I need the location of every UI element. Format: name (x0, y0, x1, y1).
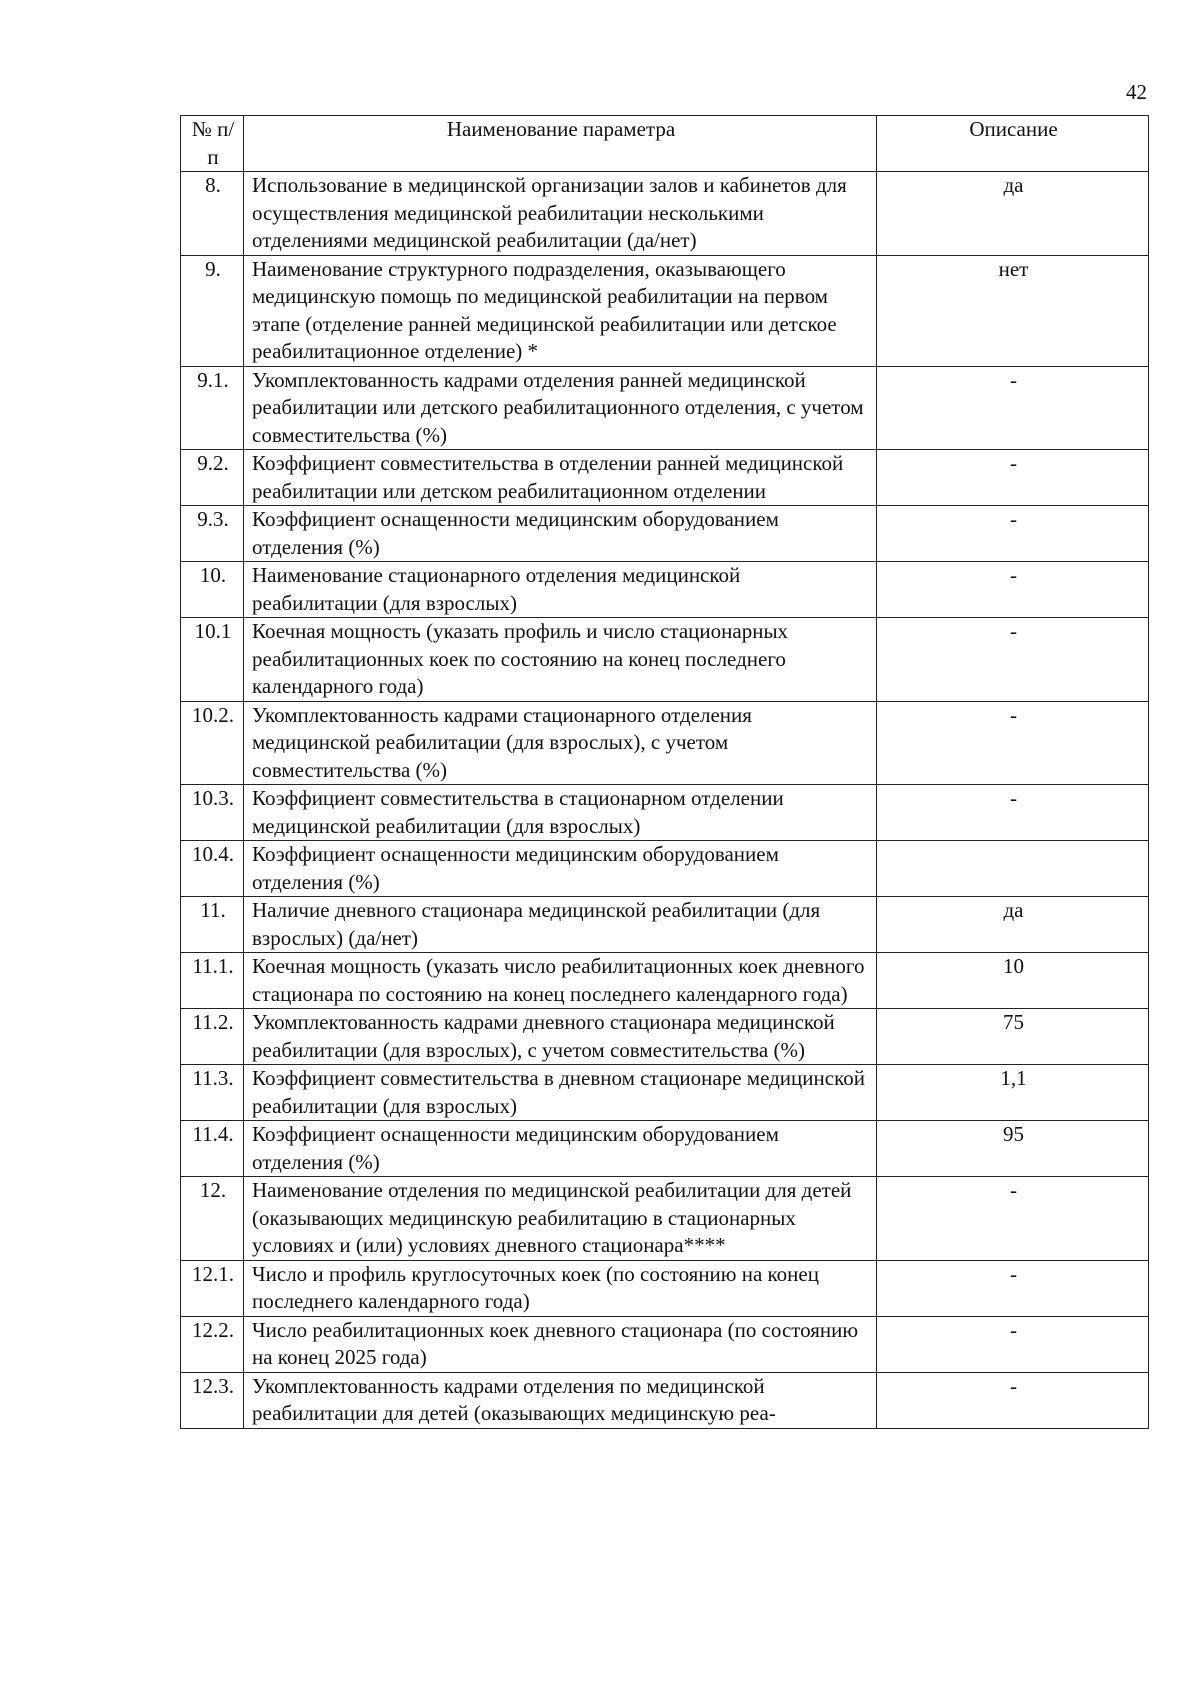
table-row (181, 618, 1149, 702)
row-description: - (877, 366, 1149, 450)
row-description: - (877, 1316, 1149, 1372)
row-parameter-name: Коэффициент оснащенности медицинским оборудованием отделения (%) (244, 841, 877, 897)
row-number: 8. (181, 172, 244, 256)
table-row (181, 785, 1149, 841)
row-description: - (877, 1372, 1149, 1428)
table-header-row (181, 116, 1149, 172)
row-number: 11.2. (181, 1009, 244, 1065)
row-parameter-name: Число и профиль круглосуточных коек (по состоянию на конец последнего календарного года) (244, 1260, 877, 1316)
table-row (181, 1121, 1149, 1177)
table-row (181, 255, 1149, 366)
row-description: - (877, 562, 1149, 618)
header-description: Описание (877, 116, 1149, 172)
row-description: 1,1 (877, 1065, 1149, 1121)
row-number: 12.3. (181, 1372, 244, 1428)
row-description (877, 841, 1149, 897)
row-number: 9. (181, 255, 244, 366)
row-number: 11.1. (181, 953, 244, 1009)
row-parameter-name: Коечная мощность (указать число реабилитационных коек дневного стационара по состоянию на конец последнего календарного года) (244, 953, 877, 1009)
row-number: 9.1. (181, 366, 244, 450)
table-row (181, 172, 1149, 256)
table-row (181, 1316, 1149, 1372)
row-number: 10.3. (181, 785, 244, 841)
row-number: 10. (181, 562, 244, 618)
row-number: 10.1 (181, 618, 244, 702)
table-row (181, 1065, 1149, 1121)
row-parameter-name: Число реабилитационных коек дневного стационара (по состоянию на конец 2025 года) (244, 1316, 877, 1372)
row-parameter-name: Укомплектованность кадрами дневного стационара медицинской реабилитации (для взрослых), с учетом совместительства (%) (244, 1009, 877, 1065)
row-description: да (877, 172, 1149, 256)
table-row (181, 562, 1149, 618)
table-row (181, 1177, 1149, 1261)
row-parameter-name: Наименование отделения по медицинской реабилитации для детей (оказывающих медицинскую реабилитацию в стационарных условиях и (или) условиях дневного стационара**** (244, 1177, 877, 1261)
table-row (181, 1009, 1149, 1065)
row-parameter-name: Наименование структурного подразделения, оказывающего медицинскую помощь по медицинской реабилитации на первом этапе (отделение ранней медицинской реабилитации или детское реабилитационное отделение) * (244, 255, 877, 366)
row-number: 11.4. (181, 1121, 244, 1177)
table-row (181, 841, 1149, 897)
header-number: № п/п (181, 116, 244, 172)
row-parameter-name: Укомплектованность кадрами отделения ранней медицинской реабилитации или детского реабилитационного отделения, с учетом совместительства (%) (244, 366, 877, 450)
row-description: - (877, 1260, 1149, 1316)
row-description: 75 (877, 1009, 1149, 1065)
row-parameter-name: Использование в медицинской организации залов и кабинетов для осуществления медицинской реабилитации несколькими отделениями медицинской реабилитации (да/нет) (244, 172, 877, 256)
row-number: 9.2. (181, 450, 244, 506)
table-row (181, 450, 1149, 506)
row-parameter-name: Укомплектованность кадрами отделения по медицинской реабилитации для детей (оказывающих медицинскую реа- (244, 1372, 877, 1428)
row-number: 9.3. (181, 506, 244, 562)
row-description: - (877, 701, 1149, 785)
table-row (181, 897, 1149, 953)
row-parameter-name: Укомплектованность кадрами стационарного отделения медицинской реабилитации (для взрослых), с учетом совместительства (%) (244, 701, 877, 785)
row-number: 11.3. (181, 1065, 244, 1121)
row-number: 10.2. (181, 701, 244, 785)
row-parameter-name: Коечная мощность (указать профиль и число стационарных реабилитационных коек по состоянию на конец последнего календарного года) (244, 618, 877, 702)
row-description: - (877, 785, 1149, 841)
table-row (181, 953, 1149, 1009)
table-body (181, 172, 1149, 1429)
row-number: 10.4. (181, 841, 244, 897)
page-number: 42 (1126, 80, 1147, 104)
row-number: 12.2. (181, 1316, 244, 1372)
row-parameter-name: Наименование стационарного отделения медицинской реабилитации (для взрослых) (244, 562, 877, 618)
row-parameter-name: Коэффициент оснащенности медицинским оборудованием отделения (%) (244, 1121, 877, 1177)
row-parameter-name: Наличие дневного стационара медицинской реабилитации (для взрослых) (да/нет) (244, 897, 877, 953)
table-row (181, 1260, 1149, 1316)
row-parameter-name: Коэффициент оснащенности медицинским оборудованием отделения (%) (244, 506, 877, 562)
row-description: - (877, 618, 1149, 702)
parameters-table (180, 115, 1149, 1429)
row-description: 95 (877, 1121, 1149, 1177)
row-description: 10 (877, 953, 1149, 1009)
row-parameter-name: Коэффициент совместительства в отделении ранней медицинской реабилитации или детском реабилитационном отделении (244, 450, 877, 506)
row-description: да (877, 897, 1149, 953)
row-number: 12.1. (181, 1260, 244, 1316)
row-parameter-name: Коэффициент совместительства в стационарном отделении медицинской реабилитации (для взрослых) (244, 785, 877, 841)
row-parameter-name: Коэффициент совместительства в дневном стационаре медицинской реабилитации (для взрослых) (244, 1065, 877, 1121)
row-number: 12. (181, 1177, 244, 1261)
table-row (181, 1372, 1149, 1428)
table-row (181, 506, 1149, 562)
row-number: 11. (181, 897, 244, 953)
row-description: нет (877, 255, 1149, 366)
row-description: - (877, 450, 1149, 506)
table-row (181, 701, 1149, 785)
header-parameter-name: Наименование параметра (244, 116, 877, 172)
table-row (181, 366, 1149, 450)
row-description: - (877, 506, 1149, 562)
row-description: - (877, 1177, 1149, 1261)
